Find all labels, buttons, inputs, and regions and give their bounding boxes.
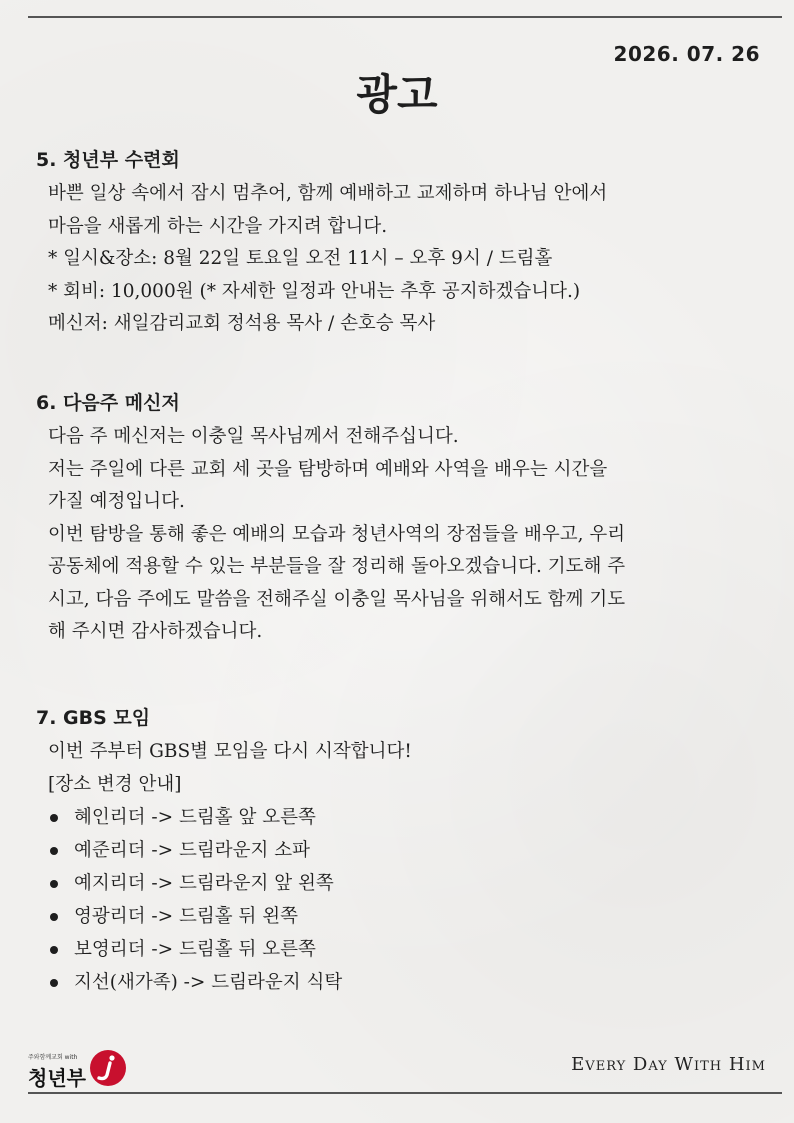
bullet-dot-icon <box>50 880 58 888</box>
logo-church-name: 주와함께교회 with <box>28 1054 78 1061</box>
page-title: 광고 <box>356 70 438 119</box>
list-item: 혜인리더 -> 드림홀 앞 오른쪽 <box>50 801 766 834</box>
bullet-dot-icon <box>50 979 58 987</box>
section-gbs <box>36 703 766 999</box>
text-line: 이번 탐방을 통해 좋은 예배의 모습과 청년사역의 장점들을 배우고, 우리 <box>48 523 626 545</box>
text-line: 메신저: 새일감리교회 정석용 목사 / 손호승 목사 <box>48 313 436 334</box>
bullet-dot-icon <box>50 847 58 855</box>
bullet-dot-icon <box>50 913 58 921</box>
text-line: * 일시&장소: 8월 22일 토요일 오전 11시 – 오후 9시 / 드림홀 <box>48 248 553 269</box>
j-mark-icon <box>88 1048 128 1088</box>
text-line: * 회비: 10,000원 (* 자세한 일정과 안내는 추후 공지하겠습니다.) <box>48 280 581 302</box>
text-line: 다음 주 메신저는 이충일 목사님께서 전해주십니다. <box>48 426 459 447</box>
text-line: 저는 주일에 다른 교회 세 곳을 탐방하며 예배와 사역을 배우는 시간을 <box>48 458 608 480</box>
bottom-rule <box>28 1092 782 1094</box>
text-line: [장소 변경 안내] <box>48 773 182 795</box>
list-item: 지선(새가족) -> 드림라운지 식탁 <box>50 966 766 999</box>
bulletin-date: 2026. 07. 26 <box>613 42 760 66</box>
text-line: 이번 주부터 GBS별 모임을 다시 시작합니다! <box>48 741 412 762</box>
text-line: 공동체에 적용할 수 있는 부분들을 잘 정리해 돌아오겠습니다. 기도해 주 <box>48 556 626 577</box>
text-line: 해 주시면 감사하겠습니다. <box>48 621 263 642</box>
text-line: 마음을 새롭게 하는 시간을 가지려 합니다. <box>48 215 388 237</box>
logo-main-text: 청년부 <box>28 1066 86 1090</box>
list-item: 영광리더 -> 드림홀 뒤 왼쪽 <box>50 900 766 933</box>
bullet-dot-icon <box>50 946 58 954</box>
list-item: 예준리더 -> 드림라운지 소파 <box>50 834 766 867</box>
section-heading: 5. 청년부 수련회 <box>36 149 180 171</box>
list-item: 보영리더 -> 드림홀 뒤 오른쪽 <box>50 933 766 966</box>
section-heading: 7. GBS 모임 <box>36 707 151 729</box>
section-heading: 6. 다음주 메신저 <box>36 392 180 414</box>
text-line: 바쁜 일상 속에서 잠시 멈추어, 함께 예배하고 교제하며 하나님 안에서 <box>48 183 608 204</box>
section-retreat <box>36 145 766 341</box>
top-rule <box>28 16 782 18</box>
text-line: 가질 예정입니다. <box>48 491 185 512</box>
youth-logo <box>28 1046 138 1090</box>
list-item: 예지리더 -> 드림라운지 앞 왼쪽 <box>50 867 766 900</box>
section-next-messenger <box>36 388 766 649</box>
text-line: 시고, 다음 주에도 말씀을 전해주실 이충일 목사님을 위해서도 함께 기도 <box>48 588 626 610</box>
footer-tagline: Every Day With Him <box>571 1054 766 1075</box>
bullet-dot-icon <box>50 814 58 822</box>
